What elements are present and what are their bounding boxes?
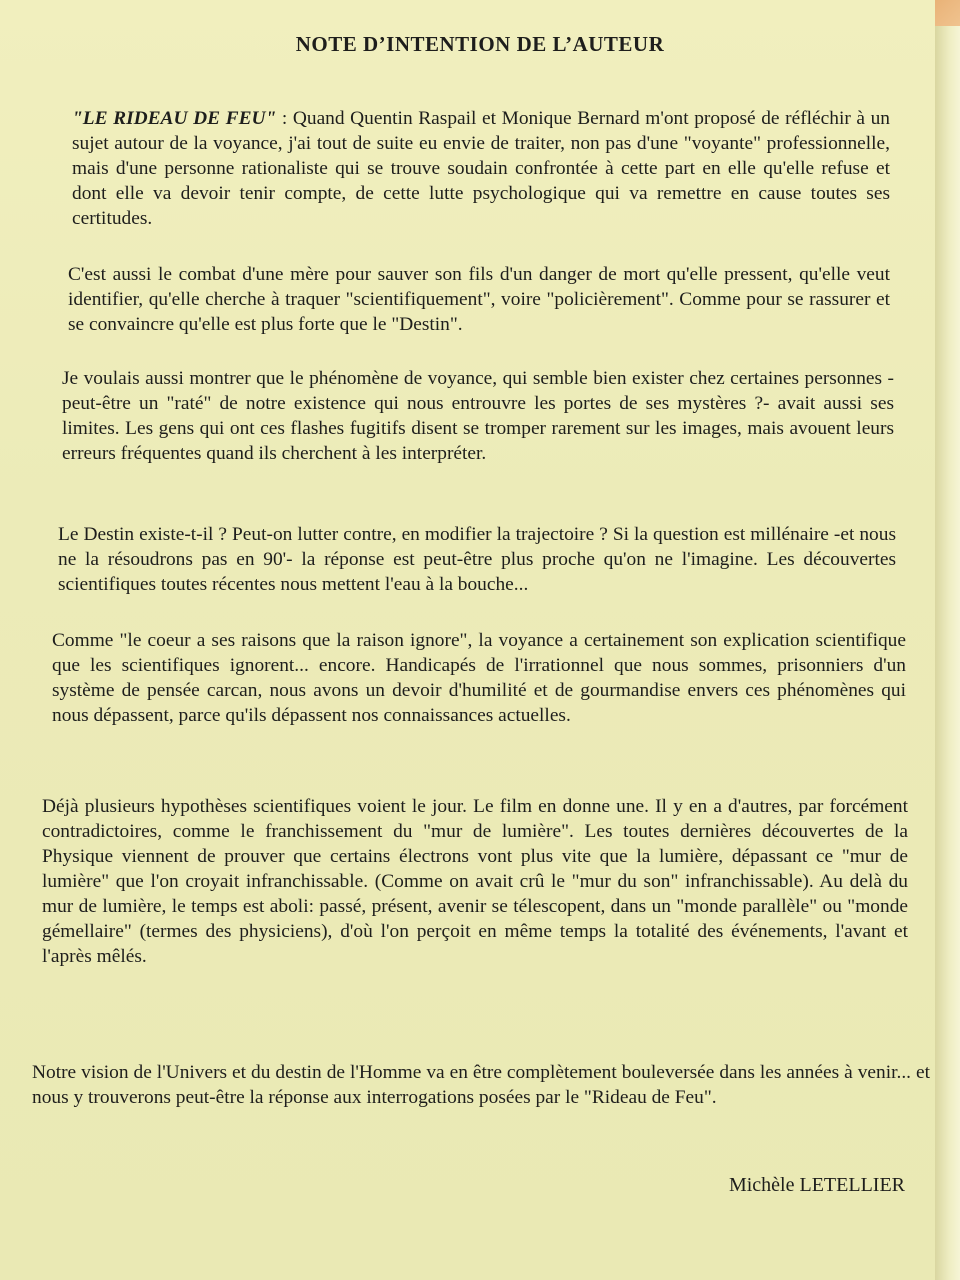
author-signature: Michèle LETELLIER xyxy=(728,1174,905,1196)
paragraph-3: Je voulais aussi montrer que le phénomène de voyance, qui semble bien exister chez certaines personnes -peut-être un "raté" de notre existence qui nous entrouvre les portes de ses mystères ?- avait aussi ses limites. Les gens qui ont ces flashes fugitifs disent se tromper rarement sur les images, mais avouent leurs erreurs fréquentes quand ils cherchent à les interpréter. xyxy=(62,368,894,464)
paragraph-7: Notre vision de l'Univers et du destin de l'Homme va en être complètement bouleversée dans les années à venir... et nous y trouverons peut-être la réponse aux interrogations posées par le "Rideau de Feu". xyxy=(32,1062,930,1108)
page-edge xyxy=(935,0,960,1280)
paragraph-2: C'est aussi le combat d'une mère pour sauver son fils d'un danger de mort qu'elle pressent, qu'elle veut identifier, qu'elle cherche à traquer "scientifiquement", voire "policièrement". Comme pour se rassurer et se convaincre qu'elle est plus forte que le "Destin". xyxy=(68,264,890,335)
page-corner-tab xyxy=(935,0,960,26)
paragraph-5: Comme "le coeur a ses raisons que la raison ignore", la voyance a certainement son explication scientifique que les scientifiques ignorent... encore. Handicapés de l'irrationnel que nous sommes, prisonniers d'un système de pensée carcan, nous avons un devoir d'humilité et de gourmandise envers ces phénomènes qui nous dépassent, parce qu'ils dépassent nos connaissances actuelles. xyxy=(52,630,906,726)
paragraph-4: Le Destin existe-t-il ? Peut-on lutter contre, en modifier la trajectoire ? Si la question est millénaire -et nous ne la résoudrons pas en 90'- la réponse est peut-être plus proche qu'on ne l'imagine. Les découvertes scientifiques toutes récentes nous mettent l'eau à la bouche... xyxy=(58,524,896,595)
paragraph-1-text: : Quand Quentin Raspail et Monique Bernard m'ont proposé de réfléchir à un sujet autour de la voyance, j'ai tout de suite eu envie de traiter, non pas d'une "voyante" professionnelle, mais d'une personne rationaliste qui se trouve soudain confrontée à cette part en elle qu'elle refuse et dont elle va devoir tenir compte, de cette lutte psychologique qui va remettre en cause toutes ses certitudes. xyxy=(72,108,890,229)
film-title-lead: "LE RIDEAU DE FEU" xyxy=(72,108,277,129)
paragraph-1 xyxy=(72,106,890,231)
paragraph-6: Déjà plusieurs hypothèses scientifiques voient le jour. Le film en donne une. Il y en a d'autres, par forcément contradictoires, comme le franchissement du "mur de lumière". Les toutes dernières découvertes de la Physique viennent de prouver que certains électrons vont plus vite que la lumière, dépassant ce "mur de lumière" que l'on croyait infranchissable. (Comme on avait crû le "mur du son" infranchissable). Au delà du mur de lumière, le temps est aboli: passé, présent, avenir se télescopent, dans un "monde parallèle" ou "monde gémellaire" (termes des physiciens), d'où l'on perçoit en même temps la totalité des événements, l'avant et l'après mêlés. xyxy=(42,796,908,967)
document-title: NOTE D’INTENTION DE L’AUTEUR xyxy=(295,32,665,56)
